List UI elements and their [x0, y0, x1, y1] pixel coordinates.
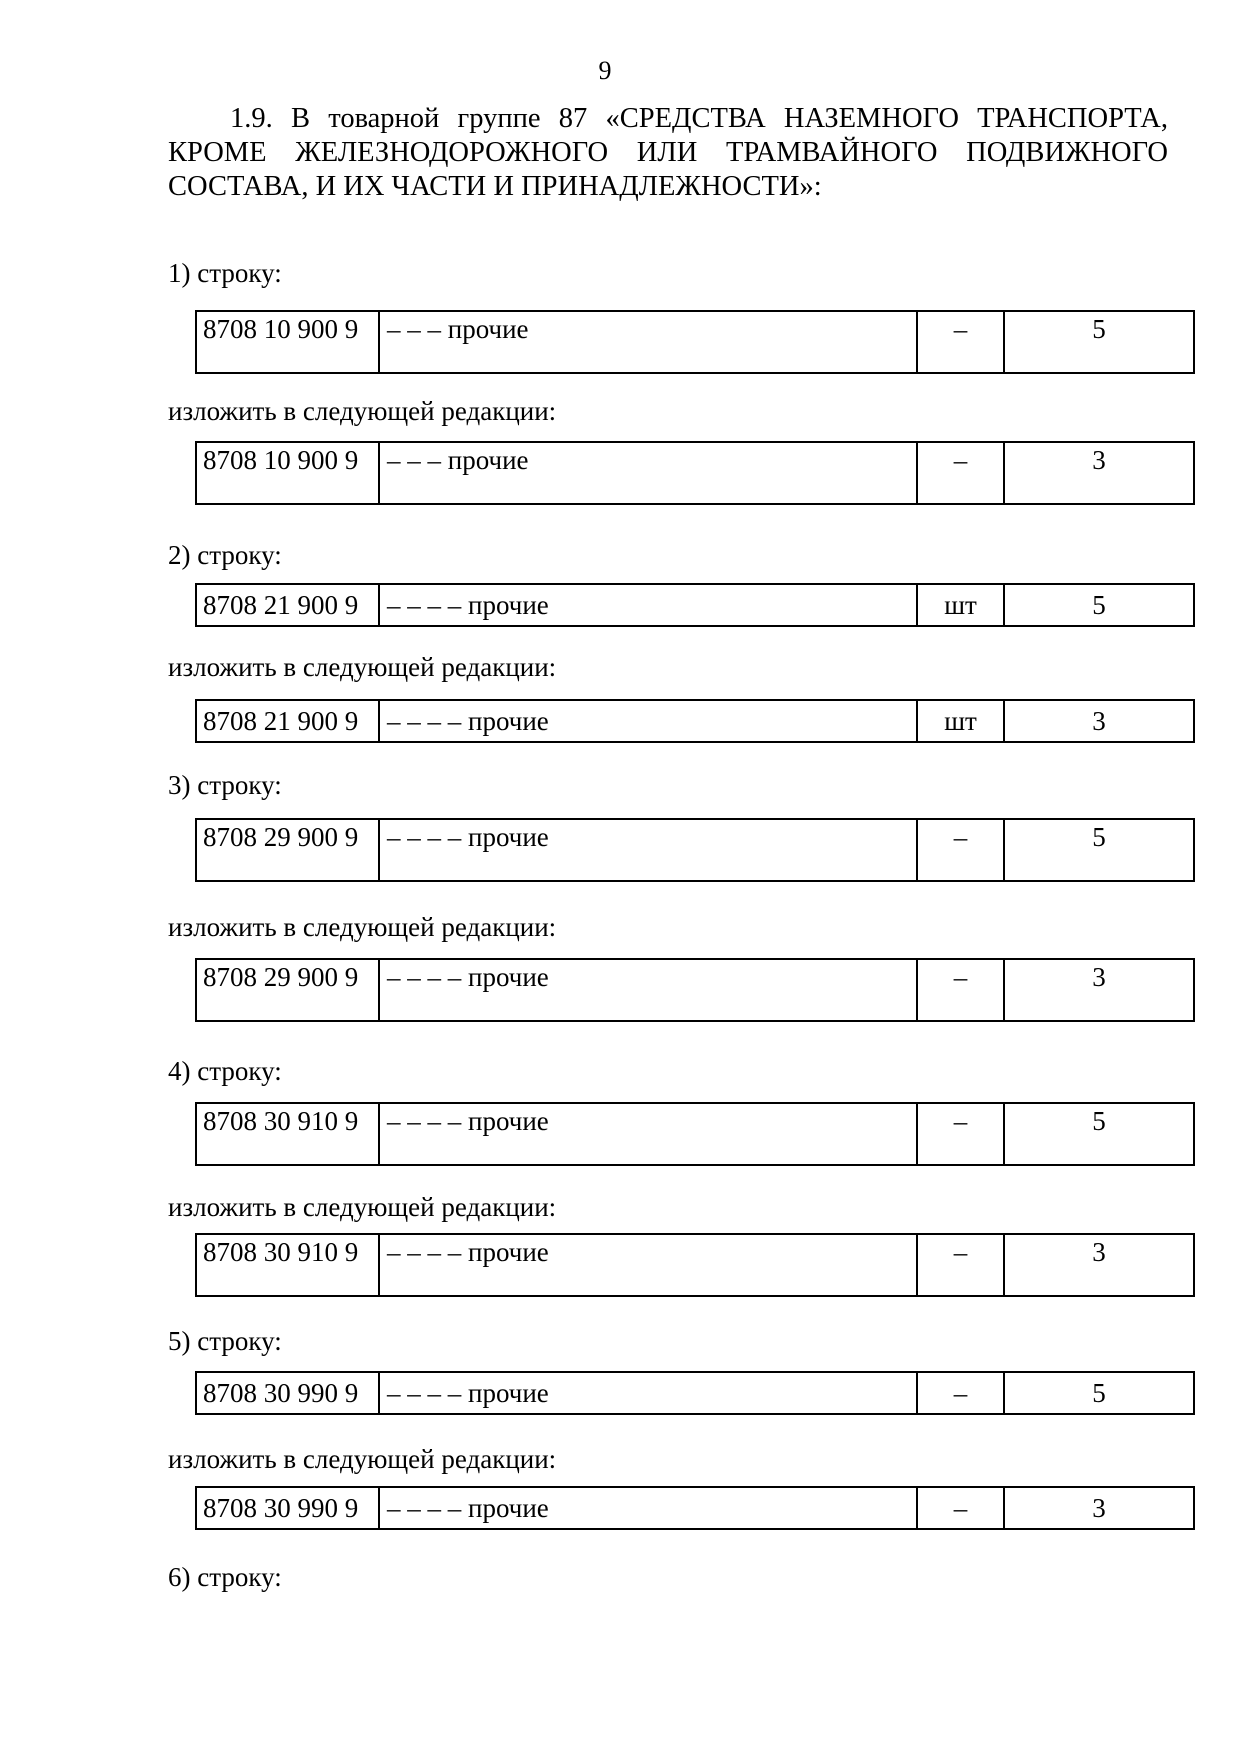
unit-cell: шт — [917, 700, 1004, 742]
unit-cell: – — [917, 959, 1004, 1021]
table-row — [196, 1234, 1194, 1296]
code-cell: 8708 30 910 9 — [196, 1103, 379, 1165]
rate-cell: 3 — [1004, 959, 1194, 1021]
rate-cell: 5 — [1004, 1103, 1194, 1165]
table-row — [196, 1372, 1194, 1414]
code-cell: 8708 30 990 9 — [196, 1487, 379, 1529]
section-5-item-label: 5) строку: — [168, 1326, 282, 1356]
rate-cell: 3 — [1004, 442, 1194, 504]
code-cell: 8708 21 900 9 — [196, 584, 379, 626]
rate-cell: 5 — [1004, 584, 1194, 626]
unit-cell: – — [917, 311, 1004, 373]
rate-cell: 3 — [1004, 700, 1194, 742]
intro-line: СОСТАВА, И ИХ ЧАСТИ И ПРИНАДЛЕЖНОСТИ»: — [168, 171, 822, 202]
description-cell: – – – – прочие — [379, 584, 917, 626]
replace-label: изложить в следующей редакции: — [168, 1444, 557, 1474]
tariff-table-new-5 — [195, 1486, 1195, 1530]
table-row — [196, 700, 1194, 742]
unit-cell: шт — [917, 584, 1004, 626]
section-3-item-label: 3) строку: — [168, 770, 282, 800]
replace-label: изложить в следующей редакции: — [168, 1192, 557, 1222]
table-row — [196, 959, 1194, 1021]
code-cell: 8708 10 900 9 — [196, 311, 379, 373]
code-cell: 8708 30 990 9 — [196, 1372, 379, 1414]
rate-cell: 3 — [1004, 1234, 1194, 1296]
section-4-item-label: 4) строку: — [168, 1056, 282, 1086]
code-cell: 8708 29 900 9 — [196, 819, 379, 881]
section-6-item-label: 6) строку: — [168, 1562, 282, 1592]
rate-cell: 5 — [1004, 311, 1194, 373]
tariff-table-old-5 — [195, 1371, 1195, 1415]
replace-label: изложить в следующей редакции: — [168, 652, 557, 682]
replace-label: изложить в следующей редакции: — [168, 912, 557, 942]
tariff-table-new-3 — [195, 958, 1195, 1022]
tariff-table-new-1 — [195, 441, 1195, 505]
replace-label: изложить в следующей редакции: — [168, 396, 557, 426]
rate-cell: 3 — [1004, 1487, 1194, 1529]
description-cell: – – – – прочие — [379, 819, 917, 881]
table-row — [196, 819, 1194, 881]
tariff-table-old-3 — [195, 818, 1195, 882]
unit-cell: – — [917, 442, 1004, 504]
intro-paragraph — [168, 102, 1168, 204]
section-2-item-label: 2) строку: — [168, 540, 282, 570]
rate-cell: 5 — [1004, 1372, 1194, 1414]
unit-cell: – — [917, 819, 1004, 881]
code-cell: 8708 10 900 9 — [196, 442, 379, 504]
tariff-table-old-4 — [195, 1102, 1195, 1166]
description-cell: – – – – прочие — [379, 1103, 917, 1165]
tariff-table-old-2 — [195, 583, 1195, 627]
table-row — [196, 584, 1194, 626]
description-cell: – – – – прочие — [379, 1487, 917, 1529]
description-cell: – – – – прочие — [379, 1234, 917, 1296]
table-row — [196, 442, 1194, 504]
intro-line: 1.9. В товарной группе 87 «СРЕДСТВА НАЗЕМНОГО ТРАНСПОРТА, — [230, 103, 1168, 134]
tariff-table-new-2 — [195, 699, 1195, 743]
description-cell: – – – – прочие — [379, 700, 917, 742]
rate-cell: 5 — [1004, 819, 1194, 881]
code-cell: 8708 30 910 9 — [196, 1234, 379, 1296]
table-row — [196, 311, 1194, 373]
code-cell: 8708 21 900 9 — [196, 700, 379, 742]
intro-line: КРОМЕ ЖЕЛЕЗНОДОРОЖНОГО ИЛИ ТРАМВАЙНОГО ПОДВИЖНОГО — [168, 137, 1168, 168]
table-row — [196, 1487, 1194, 1529]
section-1-item-label: 1) строку: — [168, 258, 282, 288]
code-cell: 8708 29 900 9 — [196, 959, 379, 1021]
description-cell: – – – прочие — [379, 311, 917, 373]
unit-cell: – — [917, 1234, 1004, 1296]
tariff-table-new-4 — [195, 1233, 1195, 1297]
description-cell: – – – прочие — [379, 442, 917, 504]
page-number: 9 — [598, 56, 612, 85]
unit-cell: – — [917, 1372, 1004, 1414]
description-cell: – – – – прочие — [379, 1372, 917, 1414]
unit-cell: – — [917, 1487, 1004, 1529]
table-row — [196, 1103, 1194, 1165]
unit-cell: – — [917, 1103, 1004, 1165]
tariff-table-old-1 — [195, 310, 1195, 374]
description-cell: – – – – прочие — [379, 959, 917, 1021]
